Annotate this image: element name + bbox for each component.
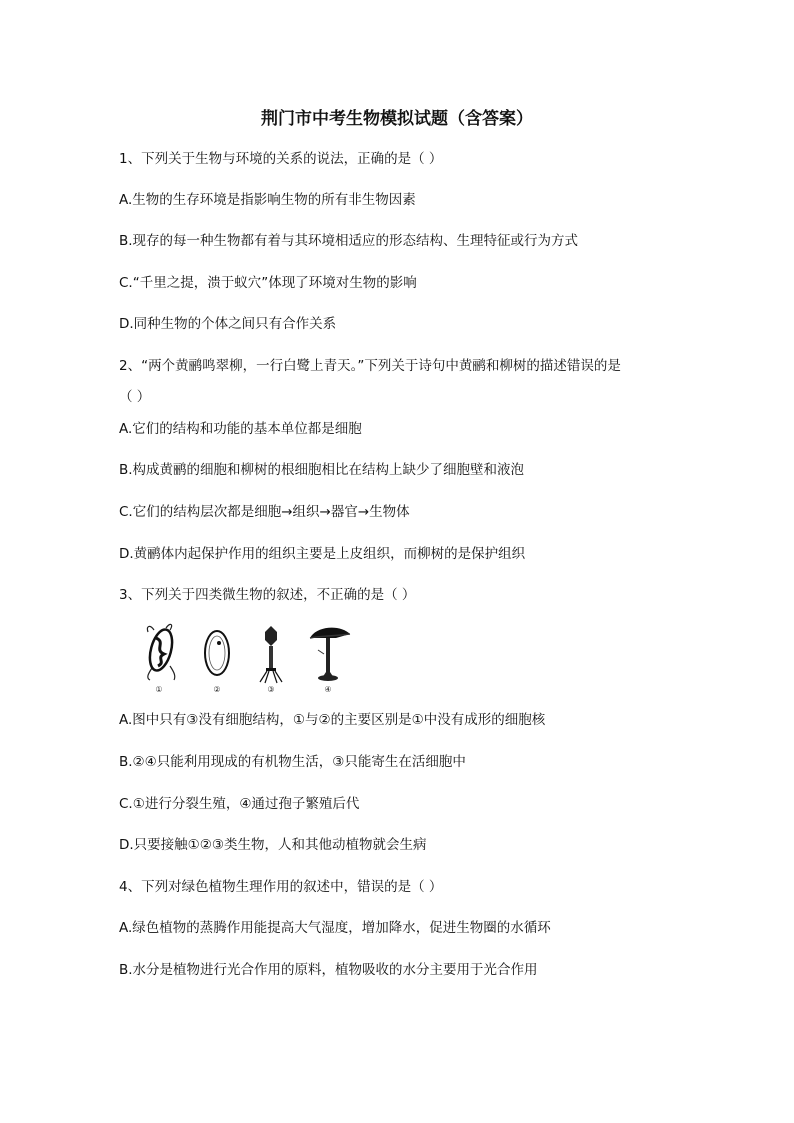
figure-label-4: ④ <box>324 685 332 694</box>
q3-option-a: A.图中只有③没有细胞结构，①与②的主要区别是①中没有成形的细胞核 <box>119 712 546 728</box>
mushroom-icon <box>310 628 350 681</box>
figure-label-1: ① <box>155 685 163 694</box>
q2-stem: 2、“两个黄鹂鸣翠柳，一行白鹭上青天。”下列关于诗句中黄鹂和柳树的描述错误的是 <box>119 358 621 374</box>
q4-option-b: B.水分是植物进行光合作用的原料，植物吸收的水分主要用于光合作用 <box>119 962 538 978</box>
q3-stem: 3、下列关于四类微生物的叙述，不正确的是（ ） <box>119 587 416 603</box>
q1-option-c: C.“千里之提，溃于蚁穴”体现了环境对生物的影响 <box>119 275 417 291</box>
yeast-cell-icon <box>205 631 229 675</box>
q4-option-a: A.绿色植物的蒸腾作用能提高大气湿度，增加降水，促进生物圈的水循环 <box>119 920 551 936</box>
bacterium-icon <box>146 624 176 680</box>
q1-option-d: D.同种生物的个体之间只有合作关系 <box>119 316 337 332</box>
q2-stem-bracket: （ ） <box>119 389 151 405</box>
q2-option-d: D.黄鹂体内起保护作用的组织主要是上皮组织，而柳树的是保护组织 <box>119 546 526 562</box>
figure-label-2: ② <box>213 685 221 694</box>
q2-option-b: B.构成黄鹂的细胞和柳树的根细胞相比在结构上缺少了细胞壁和液泡 <box>119 462 525 478</box>
q2-option-a: A.它们的结构和功能的基本单位都是细胞 <box>119 421 362 437</box>
virus-icon <box>260 626 282 683</box>
figure-label-3: ③ <box>267 685 275 694</box>
q1-option-b: B.现存的每一种生物都有着与其环境相适应的形态结构、生理特征或行为方式 <box>119 233 579 249</box>
q3-option-d: D.只要接触①②③类生物，人和其他动植物就会生病 <box>119 837 427 853</box>
q4-stem: 4、下列对绿色植物生理作用的叙述中，错误的是（ ） <box>119 879 443 895</box>
q3-option-b: B.②④只能利用现成的有机物生活，③只能寄生在活细胞中 <box>119 754 466 770</box>
q2-option-c: C.它们的结构层次都是细胞→组织→器官→生物体 <box>119 504 410 520</box>
page-title: 荆门市中考生物模拟试题（含答案） <box>261 109 533 129</box>
q1-option-a: A.生物的生存环境是指影响生物的所有非生物因素 <box>119 192 416 208</box>
microorganism-figure <box>140 620 370 695</box>
q1-stem: 1、下列关于生物与环境的关系的说法，正确的是（ ） <box>119 151 443 167</box>
q3-option-c: C.①进行分裂生殖，④通过孢子繁殖后代 <box>119 796 360 812</box>
